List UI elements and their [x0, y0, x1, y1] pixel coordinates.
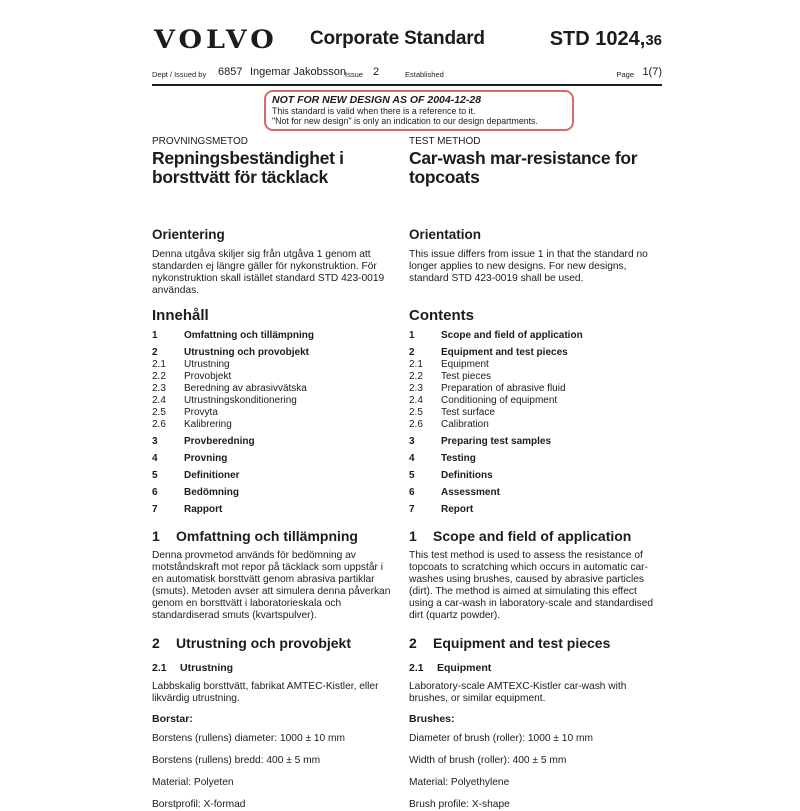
toc-row: [409, 470, 662, 482]
toc-label: Test surface: [441, 407, 495, 418]
toc-english: [409, 330, 662, 516]
section1-paragraph-en: This test method is used to assess the resistance of topcoats to scratching which occurs in automatic car-washes using brushes, caused by abrasive particles (dirt). The method is aimed at simulating this effect using a car-wash in laboratory-scale and standardised dirt (quartz powder).: [409, 550, 654, 621]
toc-label: Testing: [441, 453, 476, 464]
toc-row: [152, 359, 395, 371]
section-number: 1: [152, 528, 160, 544]
toc-label: Test pieces: [441, 371, 492, 382]
toc-label: Provning: [184, 453, 228, 464]
toc-row: [409, 453, 662, 465]
toc-row: [409, 330, 662, 342]
toc-num: 1: [152, 330, 158, 341]
toc-num: 4: [409, 453, 415, 464]
spec-line: Material: Polyethylene: [409, 777, 510, 788]
toc-num: 2.6: [152, 419, 166, 430]
section2-heading-sv: [152, 635, 395, 651]
section-number: 2.1: [152, 662, 167, 674]
toc-row: [152, 487, 395, 499]
toc-num: 2.1: [409, 359, 423, 370]
document-title: Corporate Standard: [310, 28, 485, 49]
spec-line: Borstens (rullens) diameter: 1000 ± 10 mm: [152, 733, 346, 744]
toc-label: Scope and field of application: [441, 330, 583, 341]
spec-line: Diameter of brush (roller): 1000 ± 10 mm: [409, 733, 593, 744]
toc-num: 7: [409, 504, 415, 515]
standard-number: [550, 28, 662, 51]
dept-number: 6857: [218, 66, 243, 78]
toc-label: Utrustningskonditionering: [184, 395, 297, 406]
contents-heading-en: Contents: [409, 307, 474, 324]
section-number: 2: [409, 635, 417, 651]
toc-row: [409, 371, 662, 383]
standard-document: [152, 24, 662, 811]
section-number: 1: [409, 528, 417, 544]
toc-row: [152, 330, 395, 342]
document-header: [152, 24, 662, 58]
dept-label: Dept / Issued by: [152, 70, 207, 79]
toc-row: [409, 395, 662, 407]
toc-num: 5: [152, 470, 158, 481]
section2-heading-en: [409, 635, 662, 651]
toc-row: [152, 453, 395, 465]
toc-label: Preparing test samples: [441, 436, 552, 447]
toc-num: 6: [409, 487, 415, 498]
toc-row: [409, 419, 662, 431]
two-column-body: [152, 134, 662, 811]
page-value: 1(7): [642, 66, 662, 78]
toc-label: Beredning av abrasivvätska: [184, 383, 307, 394]
toc-row: [409, 487, 662, 499]
toc-label: Definitions: [441, 470, 493, 481]
toc-row: [409, 383, 662, 395]
toc-label: Kalibrering: [184, 419, 232, 430]
section-number: 2: [152, 635, 160, 651]
title-swedish: Repningsbeständighet i borsttvätt för täcklack: [152, 148, 344, 187]
toc-label: Utrustning: [184, 359, 230, 370]
section-title: Equipment: [437, 662, 492, 674]
section-title: Scope and field of application: [433, 528, 632, 544]
toc-num: 7: [152, 504, 158, 515]
section-title: Utrustning och provobjekt: [176, 635, 351, 651]
section21-heading-en: [409, 662, 662, 674]
spec-line: Brush profile: X-shape: [409, 799, 510, 810]
toc-label: Assessment: [441, 487, 500, 498]
notice-title: NOT FOR NEW DESIGN AS OF 2004-12-28: [272, 94, 482, 106]
section-number: 2.1: [409, 662, 424, 674]
section21-heading-sv: [152, 662, 395, 674]
toc-num: 2.1: [152, 359, 166, 370]
spec-heading-sv: Borstar:: [152, 713, 193, 725]
toc-num: 3: [409, 436, 415, 447]
toc-num: 2.2: [409, 371, 423, 382]
toc-num: 2.5: [409, 407, 423, 418]
toc-label: Omfattning och tillämpning: [184, 330, 314, 341]
toc-row: [409, 436, 662, 448]
section-title: Equipment and test pieces: [433, 635, 611, 651]
spec-line: Width of brush (roller): 400 ± 5 mm: [409, 755, 567, 766]
toc-num: 2.4: [152, 395, 166, 406]
spec-list-sv: [152, 733, 395, 811]
spec-list-en: [409, 733, 662, 811]
toc-num: 6: [152, 487, 158, 498]
meta-row: [152, 65, 662, 80]
toc-label: Conditioning of equipment: [441, 395, 558, 406]
section21-paragraph-en: Laboratory-scale AMTEXC-Kistler car-wash with brushes, or similar equipment.: [409, 681, 627, 704]
toc-label: Provberedning: [184, 436, 255, 447]
orientation-paragraph-en: This issue differs from issue 1 in that the standard no longer applies to new designs. For new designs, standard STD 423-0019 shall be used.: [409, 249, 648, 284]
notice-line-2: "Not for new design" is only an indication to our design departments.: [272, 116, 538, 126]
toc-num: 2.2: [152, 371, 166, 382]
orientation-heading-en: Orientation: [409, 227, 482, 242]
toc-row: [409, 504, 662, 516]
toc-num: 5: [409, 470, 415, 481]
spec-heading-en: Brushes:: [409, 713, 455, 725]
section1-heading-sv: [152, 528, 395, 544]
toc-label: Utrustning och provobjekt: [184, 347, 309, 358]
toc-row: [152, 470, 395, 482]
header-divider: [152, 84, 662, 86]
spec-line: Material: Polyeten: [152, 777, 234, 788]
toc-label: Rapport: [184, 504, 223, 515]
toc-label: Provobjekt: [184, 371, 232, 382]
page-label: Page: [616, 70, 634, 79]
toc-label: Equipment: [441, 359, 489, 370]
section1-paragraph-sv: Denna provmetod används för bedömning av motståndskraft mot repor på täcklack som uppstår i en automatisk borsttvätt genom abrasiva partiklar (smuts). Metoden avser att simulera denna påverkan genom en borsttvätt i laboratorieskala och standardiserad smuts (kvartspulver).: [152, 550, 391, 621]
kicker-swedish: PROVNINGSMETOD: [152, 136, 248, 147]
toc-num: 2.5: [152, 407, 166, 418]
toc-num: 3: [152, 436, 158, 447]
standard-number-main: STD 1024,: [549, 28, 646, 50]
kicker-english: TEST METHOD: [409, 136, 481, 147]
toc-num: 4: [152, 453, 158, 464]
toc-num: 2.3: [152, 383, 166, 394]
toc-label: Equipment and test pieces: [441, 347, 568, 358]
issue-value: 2: [373, 66, 380, 78]
standard-number-suffix: 36: [645, 32, 662, 49]
toc-num: 1: [409, 330, 415, 341]
toc-row: [152, 347, 395, 359]
toc-row: [152, 383, 395, 395]
volvo-logo: VOLVO: [154, 25, 278, 55]
toc-row: [152, 436, 395, 448]
section-title: Omfattning och tillämpning: [176, 528, 358, 544]
toc-label: Report: [441, 504, 474, 515]
issue-label: Issue: [345, 70, 363, 79]
toc-num: 2.4: [409, 395, 423, 406]
section-title: Utrustning: [180, 662, 234, 674]
contents-heading-sv: Innehåll: [152, 307, 209, 324]
toc-row: [152, 395, 395, 407]
section1-heading-en: [409, 528, 662, 544]
section21-paragraph-sv: Labbskalig borsttvätt, fabrikat AMTEC-Kistler, eller likvärdig utrustning.: [152, 681, 379, 704]
established-label: Established: [405, 70, 444, 79]
toc-num: 2: [409, 347, 415, 358]
title-english: Car-wash mar-resistance for topcoats: [409, 148, 638, 187]
orientation-heading-sv: Orientering: [152, 227, 225, 242]
toc-num: 2.6: [409, 419, 423, 430]
toc-row: [152, 504, 395, 516]
notice-box: [264, 90, 574, 131]
toc-label: Definitioner: [184, 470, 240, 481]
toc-label: Preparation of abrasive fluid: [441, 383, 566, 394]
toc-label: Bedömning: [184, 487, 239, 498]
toc-label: Provyta: [184, 407, 218, 418]
spec-line: Borstens (rullens) bredd: 400 ± 5 mm: [152, 755, 321, 766]
issued-by-name: Ingemar Jakobsson: [250, 66, 346, 78]
toc-row: [152, 419, 395, 431]
orientation-paragraph-sv: Denna utgåva skiljer sig från utgåva 1 genom att standarden ej längre gäller för nykonstruktion. För nykonstruktion skall istället standard STD 423-0019 användas.: [152, 249, 385, 296]
toc-swedish: [152, 330, 395, 516]
toc-row: [152, 371, 395, 383]
toc-row: [409, 407, 662, 419]
toc-num: 2: [152, 347, 158, 358]
toc-row: [409, 359, 662, 371]
toc-row: [152, 407, 395, 419]
toc-label: Calibration: [441, 419, 489, 430]
spec-line: Borstprofil: X-formad: [152, 799, 246, 810]
notice-line-1: This standard is valid when there is a reference to it.: [272, 106, 476, 116]
toc-num: 2.3: [409, 383, 423, 394]
toc-row: [409, 347, 662, 359]
